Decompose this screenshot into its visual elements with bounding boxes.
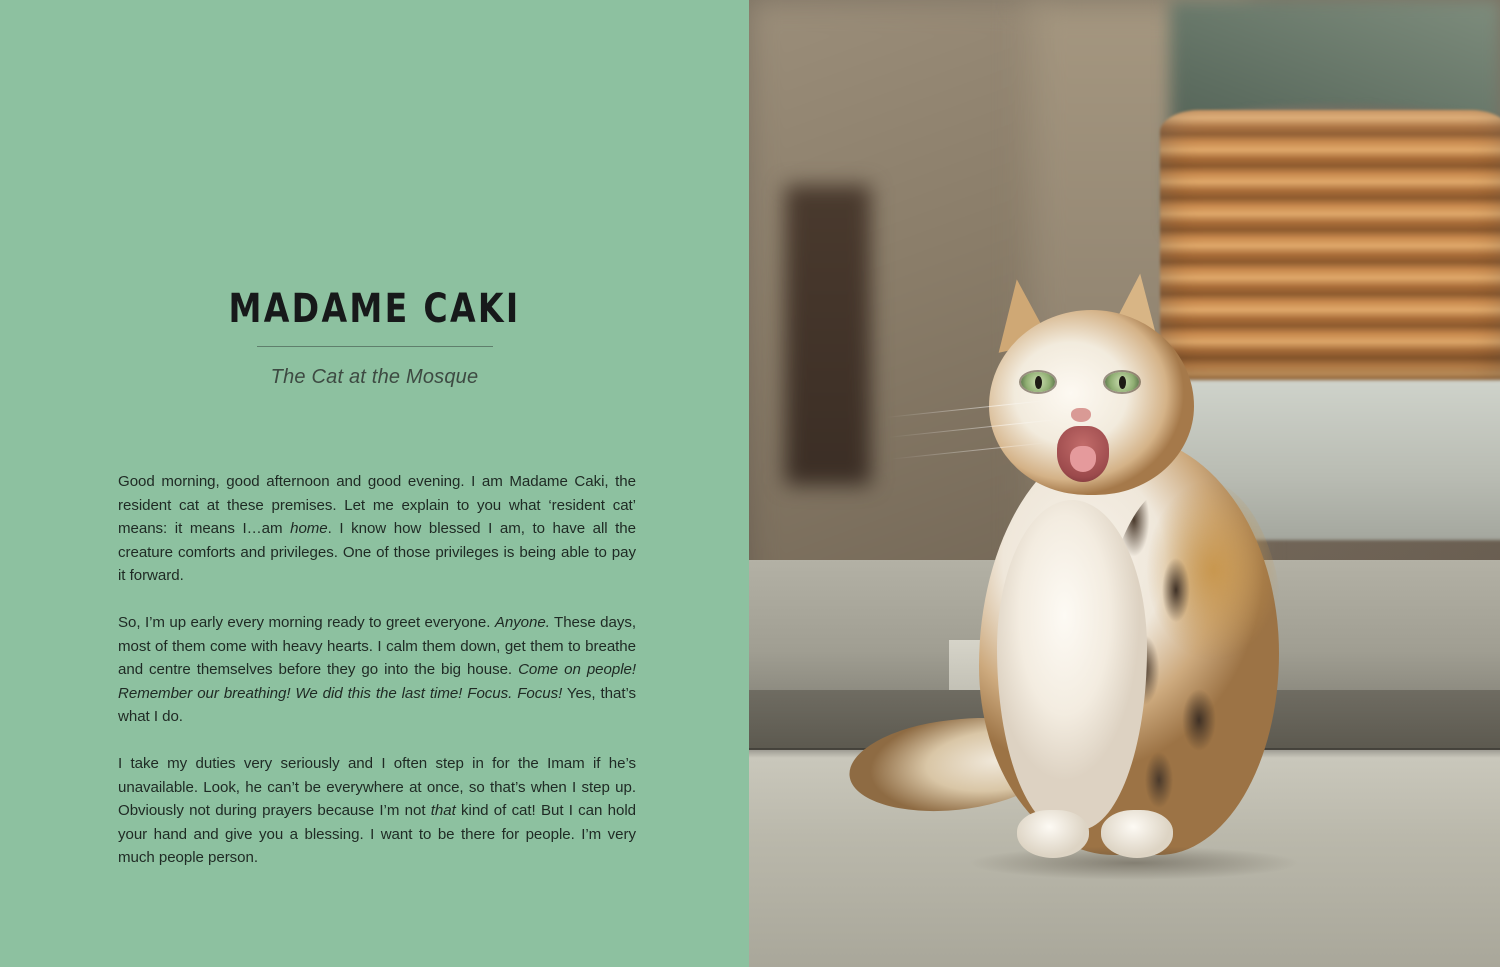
text-page [0,0,749,967]
paragraph-3: I take my duties very seriously and I often step in for the Imam if he’s unavailable. Look, he can’t be everywhere at once, so that’s when I step up. Obviously not during prayers because I’m not that kind of cat! But I can hold your hand and give you a blessing. I want to be there for people. I’m very much people person. [118,754,636,867]
cat-photograph [749,0,1500,967]
paragraph-1: Good morning, good afternoon and good evening. I am Madame Caki, the resident cat at these premises. Let me explain to you what ‘resident cat’ means: it means I…am home. I know how blessed I am, to have all the creature comforts and privileges. One of those privileges is being able to pay it forward. [118,473,636,585]
cat-paw-right [1101,810,1173,858]
cat-pupil-left [1035,376,1042,389]
cat-pupil-right [1119,376,1126,389]
cat-paw-left [1017,810,1089,858]
cat-chest [997,500,1147,830]
paragraph-2: So, I’m up early every morning ready to greet everyone. Anyone. These days, most of them come with heavy hearts. I calm them down, get them to breathe and centre themselves before they go into the big house. Come on people! Remember our breathing! We did this the last time! Focus. Focus! Yes, that’s what I do. [118,613,637,726]
page-title: MADAME CAKI [228,286,521,332]
cat-subject [869,250,1389,880]
photo-page [749,0,1500,967]
chapter-heading-block [0,288,749,389]
title-divider [257,346,493,347]
page-subtitle: The Cat at the Mosque [270,366,479,388]
body-text [118,470,636,870]
cat-nose [1071,408,1091,422]
cat-tongue [1070,446,1096,472]
background-doorway [785,185,871,485]
